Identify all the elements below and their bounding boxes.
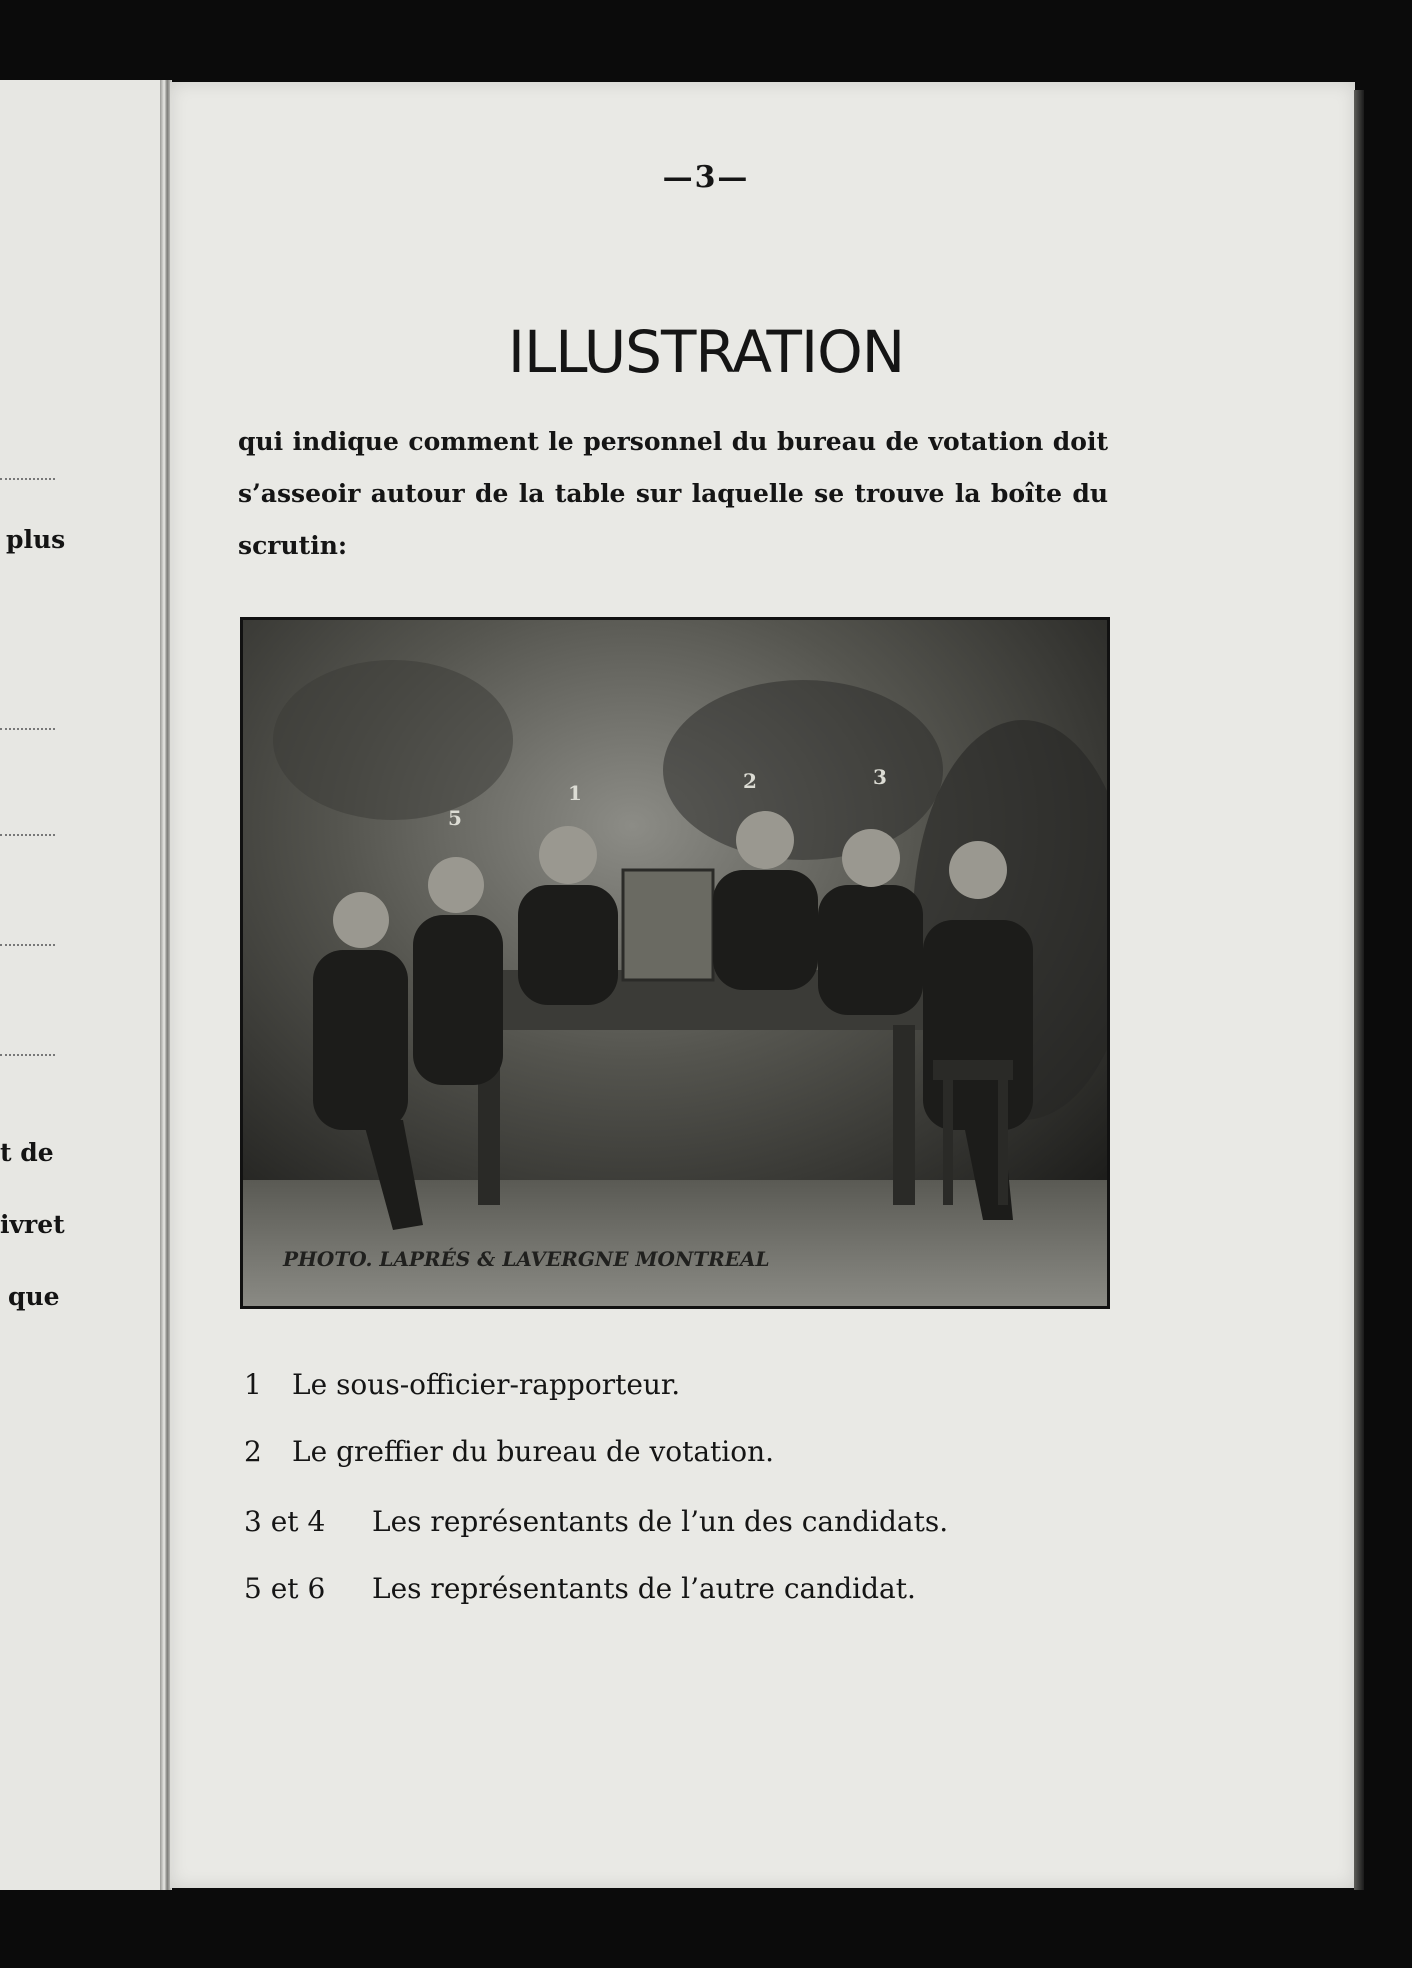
dotted-leader: [0, 834, 55, 836]
dotted-leader: [0, 478, 55, 480]
left-fragment-text: ivret: [0, 1210, 65, 1239]
dotted-leader: [0, 944, 55, 946]
legend-number: 3 et 4: [244, 1505, 326, 1538]
legend-item: [244, 1435, 775, 1468]
page-heading: ILLUSTRATION: [507, 318, 905, 386]
legend-item: [244, 1505, 949, 1538]
legend-text: Les représentants de l’un des candidats.: [372, 1505, 949, 1538]
legend-number: 1: [244, 1368, 262, 1401]
legend-text: Les représentants de l’autre candidat.: [372, 1572, 916, 1605]
intro-paragraph: qui indique comment le personnel du bureau de votation doit s’asseoir autour de la table sur laquelle se trouve la boîte du scrutin:: [238, 427, 1108, 560]
left-fragment-text: plus: [6, 525, 66, 554]
dotted-leader: [0, 1054, 55, 1056]
polling-station-photo: [240, 617, 1110, 1309]
photo-credit: PHOTO. LAPRÉS & LAVERGNE MONTREAL: [283, 1247, 770, 1271]
legend-text: Le greffier du bureau de votation.: [292, 1435, 775, 1468]
left-fragment-text: t de: [0, 1138, 54, 1167]
legend-number: 2: [244, 1435, 262, 1468]
legend-item: [244, 1572, 916, 1605]
photo-drawing: [243, 620, 1107, 1306]
photo-marker: 5: [448, 806, 462, 830]
photo-marker: 2: [743, 769, 757, 793]
photo-marker: 1: [568, 781, 582, 805]
legend-item: [244, 1368, 681, 1401]
left-fragment-text: que: [8, 1282, 60, 1311]
dotted-leader: [0, 728, 55, 730]
legend-text: Le sous-officier-rapporteur.: [292, 1368, 681, 1401]
page-number: —3—: [662, 160, 750, 195]
photo-marker: 3: [873, 765, 887, 789]
legend-number: 5 et 6: [244, 1572, 326, 1605]
